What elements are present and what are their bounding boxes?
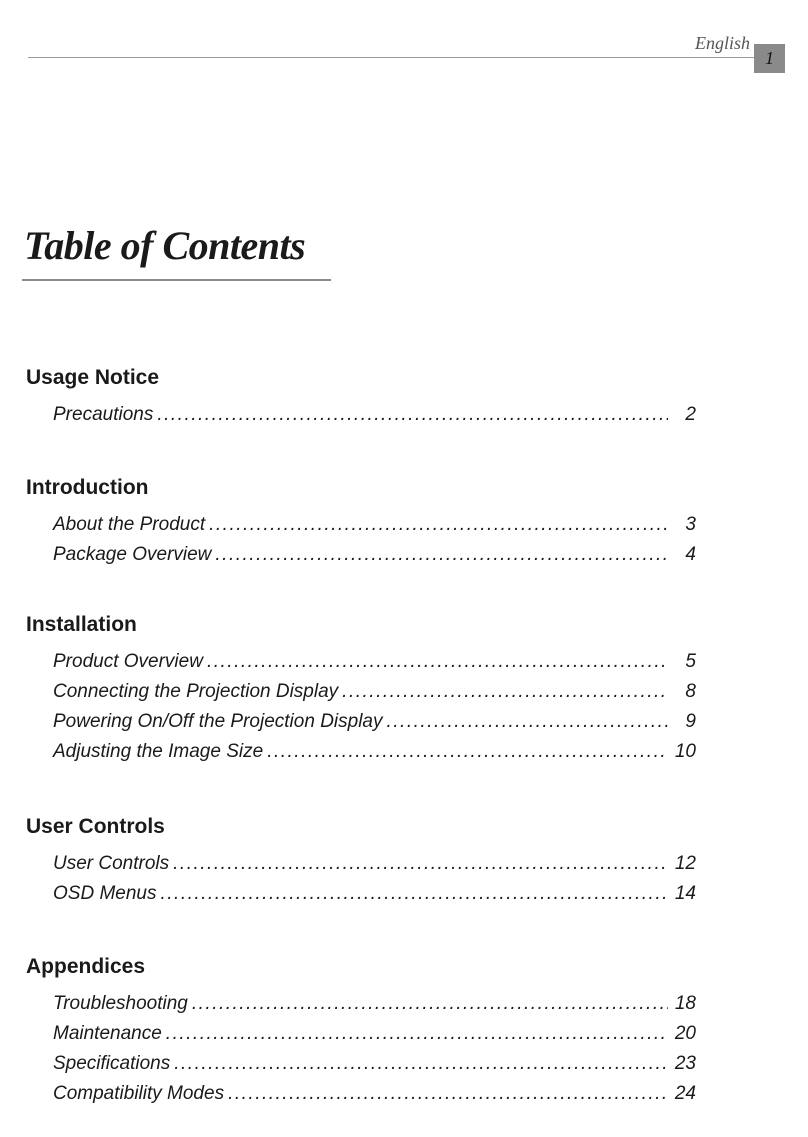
entry-label: Powering On/Off the Projection Display — [53, 711, 383, 732]
title-underline — [22, 279, 331, 281]
dot-leader — [173, 849, 668, 879]
section-heading: Appendices — [26, 955, 146, 978]
header-language-label: English — [694, 33, 750, 53]
entry-page-number: 24 — [674, 1083, 696, 1104]
entry-label: Troubleshooting — [53, 993, 188, 1014]
entry-label: User Controls — [53, 853, 170, 874]
dot-leader — [215, 540, 668, 570]
toc-section-introduction — [26, 476, 696, 570]
entry-page-number: 8 — [685, 681, 696, 702]
toc-entry-troubleshooting[interactable] — [26, 989, 696, 1019]
toc-section-user-controls — [26, 815, 696, 909]
toc-entry-maintenance[interactable] — [26, 1019, 696, 1049]
entry-page-number: 18 — [674, 993, 696, 1014]
entry-page-number: 9 — [685, 711, 696, 732]
dot-leader — [342, 677, 668, 707]
entry-label: Precautions — [53, 404, 154, 425]
dot-leader — [387, 707, 669, 737]
entry-label: About the Product — [53, 514, 206, 535]
page-title: Table of Contents — [24, 223, 306, 268]
entry-page-number: 12 — [674, 853, 696, 874]
entry-page-number: 10 — [674, 741, 696, 762]
dot-leader — [157, 400, 668, 430]
entry-label: Connecting the Projection Display — [53, 681, 339, 702]
toc-section-usage-notice — [26, 366, 696, 430]
dot-leader — [192, 989, 668, 1019]
entry-label: Specifications — [53, 1053, 171, 1074]
toc-entry-product-overview[interactable] — [26, 647, 696, 677]
header-divider — [28, 57, 754, 58]
section-heading: Introduction — [26, 476, 149, 499]
toc-entry-osd-menus[interactable] — [26, 879, 696, 909]
dot-leader — [160, 879, 668, 909]
dot-leader — [267, 737, 668, 767]
toc-entry-precautions[interactable] — [26, 400, 696, 430]
dot-leader — [174, 1049, 668, 1079]
section-heading: User Controls — [26, 815, 165, 838]
toc-entry-package-overview[interactable] — [26, 540, 696, 570]
entry-page-number: 23 — [674, 1053, 696, 1074]
toc-section-installation — [26, 613, 696, 767]
section-heading: Installation — [26, 613, 137, 636]
page-number-tab: 1 — [754, 44, 785, 73]
entry-label: Maintenance — [53, 1023, 162, 1044]
toc-entry-compatibility-modes[interactable] — [26, 1079, 696, 1109]
toc-entry-connecting-projection-display[interactable] — [26, 677, 696, 707]
toc-entry-specifications[interactable] — [26, 1049, 696, 1079]
entry-label: Product Overview — [53, 651, 203, 672]
toc-entry-adjusting-image-size[interactable] — [26, 737, 696, 767]
entry-page-number: 5 — [685, 651, 696, 672]
dot-leader — [207, 647, 668, 677]
entry-label: Compatibility Modes — [53, 1083, 225, 1104]
entry-label: Adjusting the Image Size — [53, 741, 264, 762]
section-heading: Usage Notice — [26, 366, 160, 389]
toc-entry-user-controls[interactable] — [26, 849, 696, 879]
entry-label: Package Overview — [53, 544, 212, 565]
entry-page-number: 3 — [685, 514, 696, 535]
dot-leader — [228, 1079, 668, 1109]
entry-page-number: 2 — [685, 404, 696, 425]
entry-page-number: 4 — [685, 544, 696, 565]
toc-entry-powering-on-off[interactable] — [26, 707, 696, 737]
entry-page-number: 20 — [674, 1023, 696, 1044]
entry-label: OSD Menus — [53, 883, 157, 904]
dot-leader — [209, 510, 668, 540]
toc-entry-about-the-product[interactable] — [26, 510, 696, 540]
dot-leader — [166, 1019, 668, 1049]
entry-page-number: 14 — [674, 883, 696, 904]
toc-section-appendices — [26, 955, 696, 1109]
